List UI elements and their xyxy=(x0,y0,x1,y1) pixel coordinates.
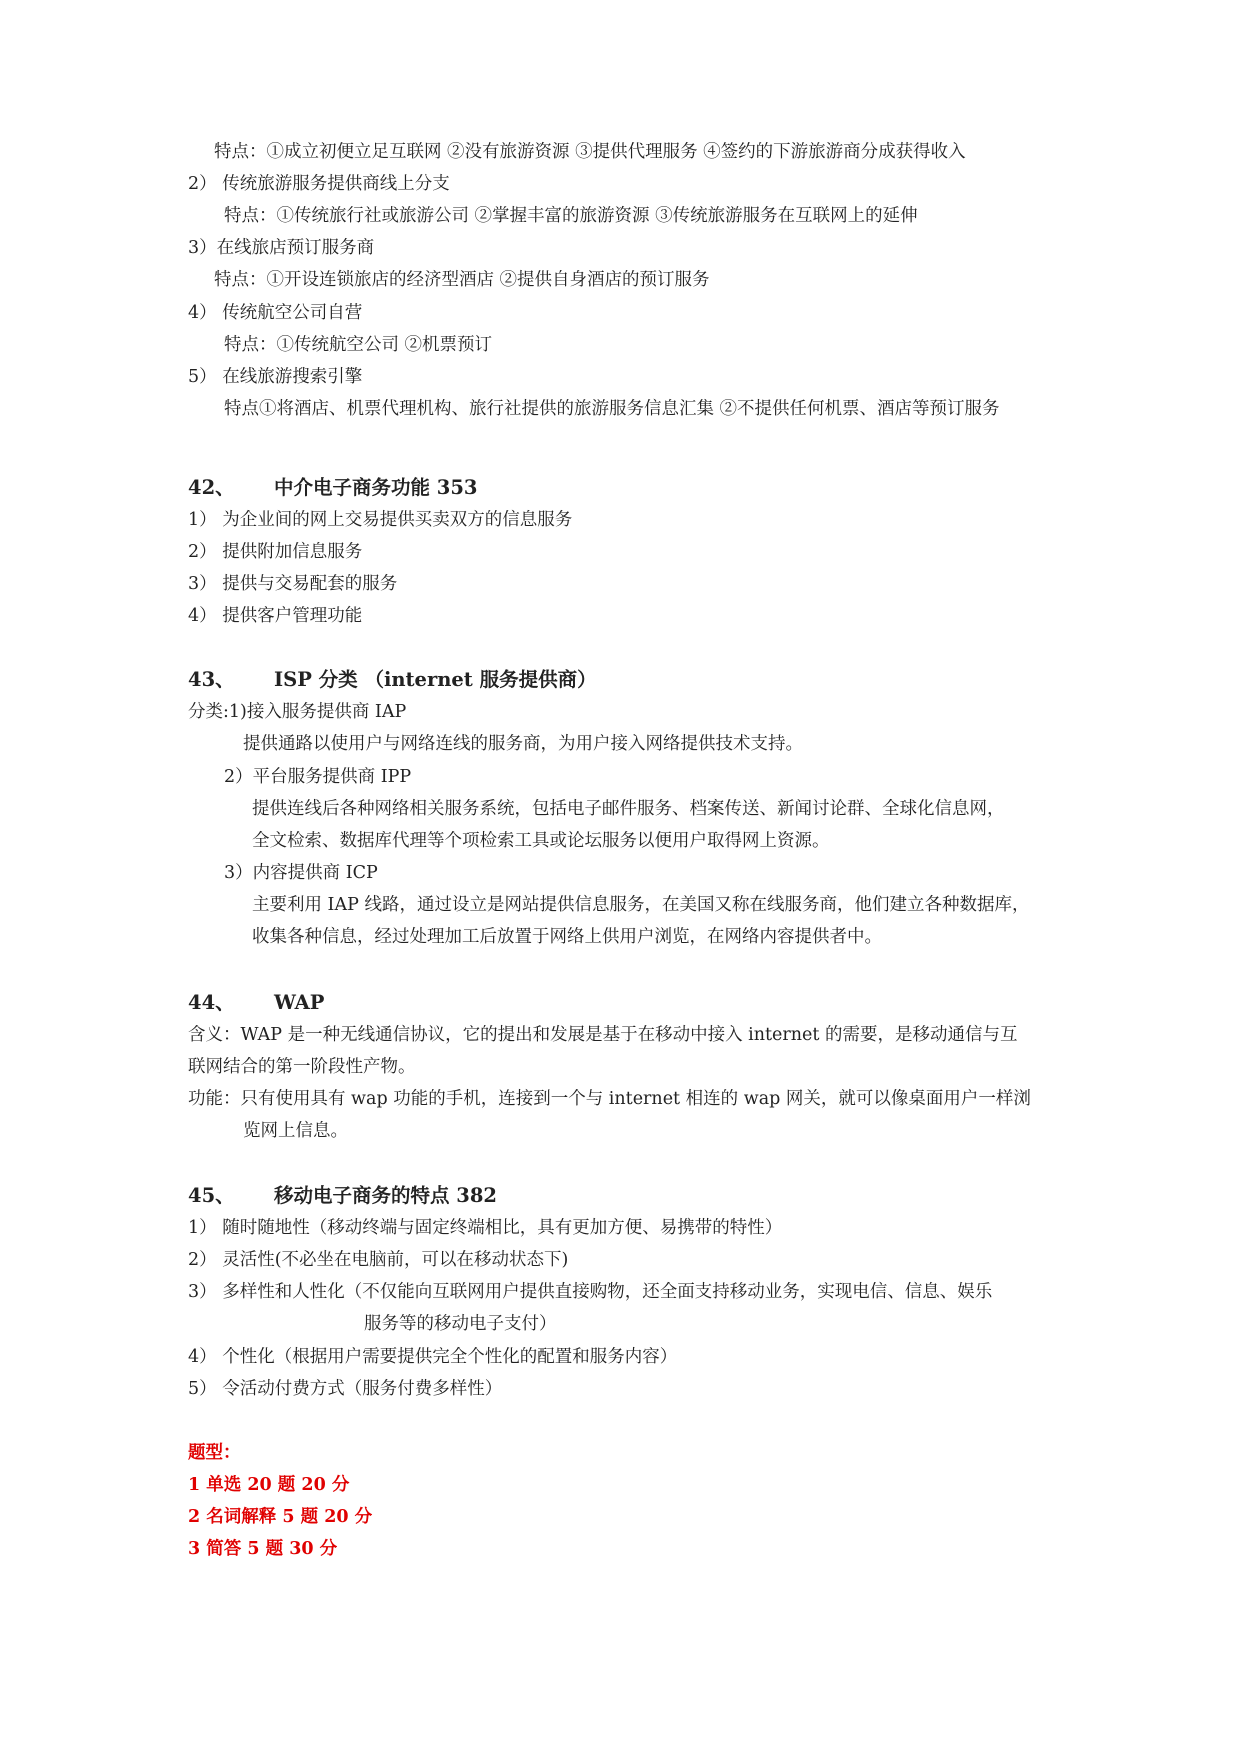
list-item: 5） 令活动付费方式（服务付费多样性） xyxy=(188,1379,503,1399)
text-line: 提供通路以使用户与网络连线的服务商，为用户接入网络提供技术支持。 xyxy=(243,734,803,754)
section-number: 45、 xyxy=(188,1184,235,1207)
section-number: 43、 xyxy=(188,668,235,691)
text-line: 收集各种信息，经过处理加工后放置于网络上供用户浏览，在网络内容提供者中。 xyxy=(252,927,882,947)
text-line: 分类:1)接入服务提供商 IAP xyxy=(188,702,407,722)
text-line: 3）在线旅店预订服务商 xyxy=(188,238,375,258)
list-item: 2） 灵活性(不必坐在电脑前，可以在移动状态下) xyxy=(188,1250,569,1270)
list-item: 1） 为企业间的网上交易提供买卖双方的信息服务 xyxy=(188,510,573,530)
text-line: 5） 在线旅游搜索引擎 xyxy=(188,367,363,387)
text-line: 览网上信息。 xyxy=(243,1121,348,1141)
exam-item: 3 简答 5 题 30 分 xyxy=(188,1539,338,1559)
section-title: 中介电子商务功能 353 xyxy=(274,476,478,499)
text-line: 2）平台服务提供商 IPP xyxy=(224,767,412,787)
text-line: 特点：①开设连锁旅店的经济型酒店 ②提供自身酒店的预订服务 xyxy=(214,270,710,290)
section-heading xyxy=(188,668,597,692)
text-line: 功能：只有使用具有 wap 功能的手机，连接到一个与 internet 相连的 wap 网关，就可以像桌面用户一样浏 xyxy=(188,1089,1031,1109)
text-line: 4） 传统航空公司自营 xyxy=(188,303,363,323)
exam-item: 1 单选 20 题 20 分 xyxy=(188,1475,350,1495)
text-line: 全文检索、数据库代理等个项检索工具或论坛服务以便用户取得网上资源。 xyxy=(252,831,830,851)
section-title: 移动电子商务的特点 382 xyxy=(274,1184,497,1207)
text-line: 2） 传统旅游服务提供商线上分支 xyxy=(188,174,450,194)
text-line: 提供连线后各种网络相关服务系统，包括电子邮件服务、档案传送、新闻讨论群、全球化信息网， xyxy=(252,799,1005,819)
exam-item: 2 名词解释 5 题 20 分 xyxy=(188,1507,373,1527)
section-heading xyxy=(188,1184,497,1208)
list-item: 2） 提供附加信息服务 xyxy=(188,542,363,562)
list-item: 3） 提供与交易配套的服务 xyxy=(188,574,398,594)
text-line: 特点：①传统旅行社或旅游公司 ②掌握丰富的旅游资源 ③传统旅游服务在互联网上的延伸 xyxy=(224,206,918,226)
section-heading xyxy=(188,991,324,1015)
exam-title: 题型： xyxy=(188,1443,241,1463)
list-item: 4） 提供客户管理功能 xyxy=(188,606,363,626)
list-item: 4） 个性化（根据用户需要提供完全个性化的配置和服务内容） xyxy=(188,1347,678,1367)
text-line: 主要利用 IAP 线路，通过设立是网站提供信息服务，在美国又称在线服务商，他们建立各种数据库， xyxy=(252,895,1030,915)
list-item-continuation: 服务等的移动电子支付） xyxy=(364,1314,557,1334)
text-line: 联网结合的第一阶段性产物。 xyxy=(188,1057,416,1077)
section-heading xyxy=(188,476,478,500)
text-line: 3）内容提供商 ICP xyxy=(224,863,378,883)
section-title: ISP 分类 （internet 服务提供商） xyxy=(274,668,597,691)
section-number: 44、 xyxy=(188,991,235,1014)
text-line: 特点：①成立初便立足互联网 ②没有旅游资源 ③提供代理服务 ④签约的下游旅游商分成获得收入 xyxy=(214,142,966,162)
text-line: 含义：WAP 是一种无线通信协议，它的提出和发展是基于在移动中接入 internet 的需要，是移动通信与互 xyxy=(188,1025,1018,1045)
text-line: 特点：①传统航空公司 ②机票预订 xyxy=(224,335,493,355)
text-line: 特点①将酒店、机票代理机构、旅行社提供的旅游服务信息汇集 ②不提供任何机票、酒店等预订服务 xyxy=(224,399,1000,419)
list-item: 3） 多样性和人性化（不仅能向互联网用户提供直接购物，还全面支持移动业务，实现电信、信息、娱乐 xyxy=(188,1282,993,1302)
section-title: WAP xyxy=(274,991,325,1014)
list-item: 1） 随时随地性（移动终端与固定终端相比，具有更加方便、易携带的特性） xyxy=(188,1218,783,1238)
section-number: 42、 xyxy=(188,476,235,499)
